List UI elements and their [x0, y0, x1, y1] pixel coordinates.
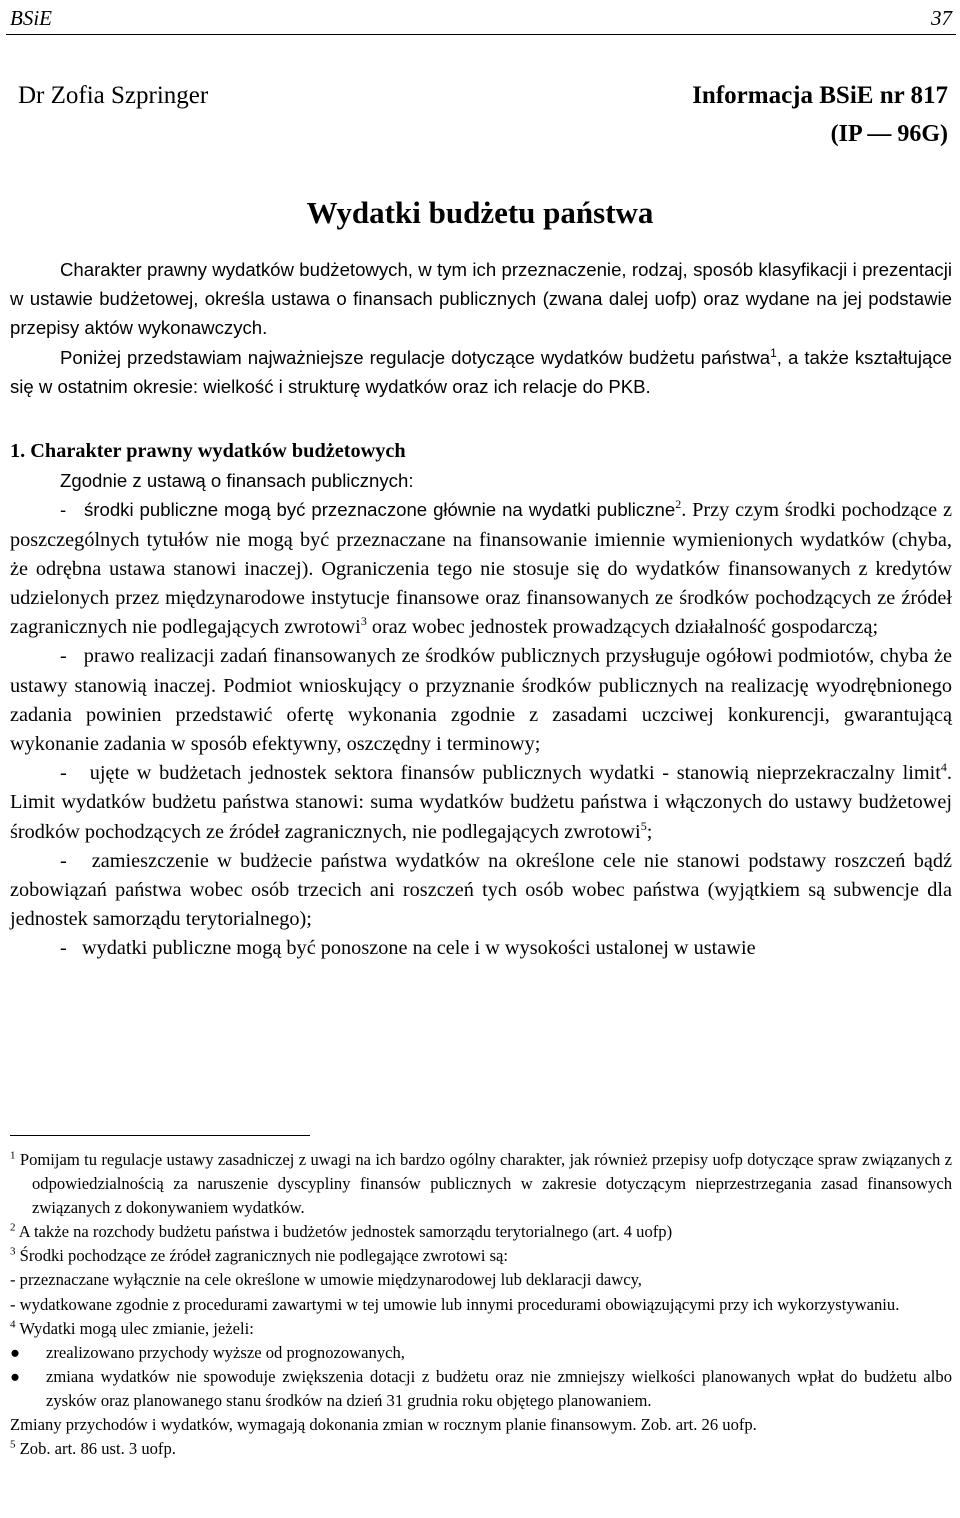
bullet-icon: ● [10, 1366, 21, 1386]
footnote-4-tail: Zmiany przychodów i wydatków, wymagają dokonania zmian w rocznym planie finansowym. Zob. art. 26 uofp. [10, 1415, 757, 1435]
document-title: Wydatki budżetu państwa [306, 195, 654, 230]
footnotes [10, 1148, 952, 1461]
running-header [6, 2, 956, 35]
list-item: - zamieszczenie w budżecie państwa wydatków na określone cele nie stanowi podstawy roszczeń bądź zobowiązań państwa wobec osób trzecich ani roszczeń tych osób wobec państwa (wyjątkiem są subwencje dla jednostek samorządu terytorialnego); [10, 849, 952, 931]
footnote-3-item: - przeznaczane wyłącznie na cele określone w umowie międzynarodowej lub deklaracji dawcy, [10, 1270, 642, 1290]
footnote-ref[interactable]: 3 [360, 614, 367, 629]
footnote-5: $^5$ Zob. art. 86 ust. 3 uofp. [10, 1438, 176, 1459]
bullet-icon: ● [10, 1342, 21, 1362]
section-heading: 1. Charakter prawny wydatków budżetowych [10, 440, 406, 463]
footnote-separator [10, 1135, 310, 1136]
footnote-ref[interactable]: 2 [675, 497, 682, 512]
footnote-4-bullet: ● zrealizowano przychody wyższe od prognozowanych, [10, 1341, 952, 1365]
info-code: (IP — 96G) [830, 121, 948, 147]
section-lead: Zgodnie z ustawą o finansach publicznych: [60, 470, 414, 492]
intro-paragraph-1: Charakter prawny wydatków budżetowych, w tym ich przeznaczenie, rodzaj, sposób klasyfikacji i prezentacji w ustawie budżetowej, określa ustawa o finansach publicznych (zwana dalej uofp) oraz wydane na jej podstawie przepisy aktów wykonawczych. [10, 259, 952, 339]
page-number: 37 [931, 6, 952, 30]
footnote-4-bullet: ● zmiana wydatków nie spowoduje zwiększenia dotacji z budżetu oraz nie zmniejszy wielkości planowanych wpłat do budżetu albo zysków oraz planowanego stanu środków na dzień 31 grudnia roku objętego planowaniem. [10, 1366, 952, 1410]
list-item: - prawo realizacji zadań finansowanych ze środków publicznych przysługuje ogółowi podmiotów, chyba że ustawy stanowią inaczej. Podmiot wnioskujący o przyznanie środków publicznych na realizację wyodrębnionego zadania powinien przedstawić ofertę wykonania zgodnie z zasadami uczciwej konkurencji, gwarantującą wykonanie zadania w sposób efektywny, oszczędny i terminowy; [10, 645, 952, 756]
footnote-3: $^3$ Środki pochodzące ze źródeł zagranicznych nie podlegające zwrotowi są: [10, 1245, 509, 1266]
list-item: - środki publiczne mogą być przeznaczone głównie na wydatki publiczne$^2$. Przy czym środki pochodzące z poszczególnych tytułów nie mogą być przeznaczane na finansowanie imiennie wymienionych wydatków (chyba, że odrębna ustawa stanowi inaczej). Ograniczenia tego nie stosuje się do wydatków finansowanych z kredytów udzielonych przez międzynarodowe instytucje finansowe oraz finansowanych ze środków pochodzących ze źródeł zagranicznych nie podlegających zwrotowi$^3$ oraz wobec jednostek prowadzących działalność gospodarczą; [10, 497, 953, 639]
footnote-ref[interactable]: 5 [640, 818, 647, 833]
document-body [10, 255, 952, 964]
intro-paragraph-2: Poniżej przedstawiam najważniejsze regulacje dotyczące wydatków budżetu państwa$^1$, a także kształtujące się w ostatnim okresie: wielkość i strukturę wydatków oraz ich relacje do PKB. [10, 345, 953, 397]
journal-name: BSiE [10, 6, 52, 30]
info-label: Informacja BSiE nr 817 [692, 82, 948, 109]
footnote-3-item: - wydatkowane zgodnie z procedurami zawartymi w tej umowie lub innymi procedurami obowiązującymi przy ich wykorzystywaniu. [10, 1294, 900, 1314]
footnote-2: $^2$ A także na rozchody budżetu państwa i budżetów jednostek samorządu terytorialnego (art. 4 uofp) [10, 1221, 673, 1242]
footnote-ref[interactable]: 4 [940, 760, 947, 775]
footnote-ref[interactable]: 1 [770, 345, 777, 360]
footnote-4: $^4$ Wydatki mogą ulec zmianie, jeżeli: [10, 1318, 254, 1338]
list-item: - wydatki publiczne mogą być ponoszone na cele i w wysokości ustalonej w ustawie [60, 937, 756, 960]
author-name: Dr Zofia Szpringer [18, 82, 209, 109]
footnote-1: $^1$ Pomijam tu regulacje ustawy zasadniczej z uwagi na ich bardzo ogólny charakter, jak również przepisy uofp dotyczące spraw związanych z odpowiedzialnością za naruszenie dyscypliny finansów publicznych w zakresie dotyczącym nieprzestrzegania zasad finansowych związanych z dokonywaniem wydatków. [10, 1149, 952, 1218]
list-item: - ujęte w budżetach jednostek sektora finansów publicznych wydatki - stanowią nieprzekraczalny limit$^4$. Limit wydatków budżetu państwa stanowi: suma wydatków budżetu państwa i włączonych do ustawy budżetowej środków pochodzących ze źródeł zagranicznych, nie podlegających zwrotowi$^5$; [10, 760, 952, 843]
